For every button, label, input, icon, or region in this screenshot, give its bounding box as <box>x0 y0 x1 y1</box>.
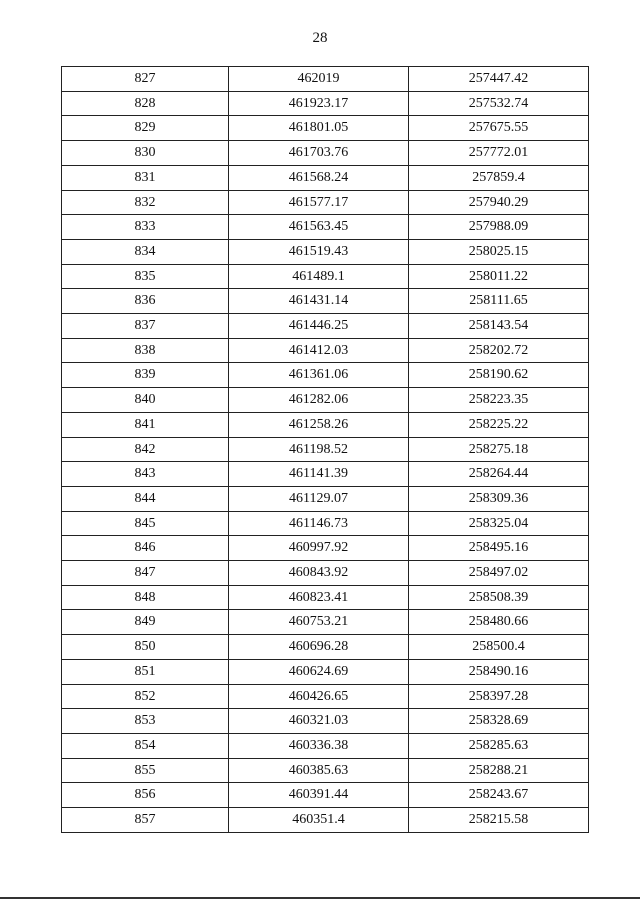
point-number-cell: 852 <box>62 684 229 709</box>
x-coordinate-cell: 461258.26 <box>229 412 409 437</box>
y-coordinate-cell: 258011.22 <box>409 264 589 289</box>
x-coordinate-cell: 460696.28 <box>229 635 409 660</box>
y-coordinate-cell: 258223.35 <box>409 388 589 413</box>
x-coordinate-cell: 461568.24 <box>229 165 409 190</box>
point-number-cell: 831 <box>62 165 229 190</box>
y-coordinate-cell: 257447.42 <box>409 67 589 92</box>
y-coordinate-cell: 257532.74 <box>409 91 589 116</box>
table-row <box>62 314 589 339</box>
point-number-cell: 838 <box>62 338 229 363</box>
point-number-cell: 855 <box>62 758 229 783</box>
point-number-cell: 848 <box>62 585 229 610</box>
table-row <box>62 733 589 758</box>
y-coordinate-cell: 258328.69 <box>409 709 589 734</box>
table-row <box>62 363 589 388</box>
table-row <box>62 585 589 610</box>
y-coordinate-cell: 258288.21 <box>409 758 589 783</box>
point-number-cell: 844 <box>62 486 229 511</box>
table-row <box>62 215 589 240</box>
point-number-cell: 845 <box>62 511 229 536</box>
x-coordinate-cell: 461563.45 <box>229 215 409 240</box>
x-coordinate-cell: 461489.1 <box>229 264 409 289</box>
x-coordinate-cell: 460336.38 <box>229 733 409 758</box>
y-coordinate-cell: 257859.4 <box>409 165 589 190</box>
x-coordinate-cell: 461361.06 <box>229 363 409 388</box>
point-number-cell: 840 <box>62 388 229 413</box>
table-row <box>62 116 589 141</box>
table-row <box>62 486 589 511</box>
point-number-cell: 832 <box>62 190 229 215</box>
coordinate-table <box>61 66 589 833</box>
y-coordinate-cell: 258215.58 <box>409 808 589 833</box>
y-coordinate-cell: 258309.36 <box>409 486 589 511</box>
x-coordinate-cell: 461923.17 <box>229 91 409 116</box>
point-number-cell: 835 <box>62 264 229 289</box>
table-row <box>62 511 589 536</box>
y-coordinate-cell: 258243.67 <box>409 783 589 808</box>
y-coordinate-cell: 258508.39 <box>409 585 589 610</box>
table-row <box>62 758 589 783</box>
table-row <box>62 165 589 190</box>
x-coordinate-cell: 461129.07 <box>229 486 409 511</box>
page-number: 28 <box>312 30 328 46</box>
x-coordinate-cell: 460321.03 <box>229 709 409 734</box>
table-row <box>62 437 589 462</box>
x-coordinate-cell: 461519.43 <box>229 239 409 264</box>
x-coordinate-cell: 461282.06 <box>229 388 409 413</box>
point-number-cell: 836 <box>62 289 229 314</box>
x-coordinate-cell: 460843.92 <box>229 561 409 586</box>
x-coordinate-cell: 460351.4 <box>229 808 409 833</box>
y-coordinate-cell: 258397.28 <box>409 684 589 709</box>
x-coordinate-cell: 461577.17 <box>229 190 409 215</box>
point-number-cell: 857 <box>62 808 229 833</box>
y-coordinate-cell: 257940.29 <box>409 190 589 215</box>
y-coordinate-cell: 258500.4 <box>409 635 589 660</box>
table-row <box>62 709 589 734</box>
table-row <box>62 388 589 413</box>
x-coordinate-cell: 461446.25 <box>229 314 409 339</box>
y-coordinate-cell: 258275.18 <box>409 437 589 462</box>
y-coordinate-cell: 258225.22 <box>409 412 589 437</box>
table-row <box>62 462 589 487</box>
table-row <box>62 141 589 166</box>
x-coordinate-cell: 460753.21 <box>229 610 409 635</box>
point-number-cell: 846 <box>62 536 229 561</box>
x-coordinate-cell: 460426.65 <box>229 684 409 709</box>
point-number-cell: 843 <box>62 462 229 487</box>
x-coordinate-cell: 461412.03 <box>229 338 409 363</box>
point-number-cell: 833 <box>62 215 229 240</box>
table-row <box>62 412 589 437</box>
table-row <box>62 808 589 833</box>
y-coordinate-cell: 258490.16 <box>409 659 589 684</box>
table-row <box>62 338 589 363</box>
point-number-cell: 847 <box>62 561 229 586</box>
table-row <box>62 684 589 709</box>
x-coordinate-cell: 461146.73 <box>229 511 409 536</box>
x-coordinate-cell: 461141.39 <box>229 462 409 487</box>
point-number-cell: 829 <box>62 116 229 141</box>
y-coordinate-cell: 258143.54 <box>409 314 589 339</box>
table-row <box>62 91 589 116</box>
x-coordinate-cell: 460997.92 <box>229 536 409 561</box>
y-coordinate-cell: 258264.44 <box>409 462 589 487</box>
y-coordinate-cell: 258202.72 <box>409 338 589 363</box>
y-coordinate-cell: 258025.15 <box>409 239 589 264</box>
x-coordinate-cell: 460823.41 <box>229 585 409 610</box>
point-number-cell: 841 <box>62 412 229 437</box>
x-coordinate-cell: 462019 <box>229 67 409 92</box>
point-number-cell: 827 <box>62 67 229 92</box>
table-row <box>62 264 589 289</box>
bottom-rule <box>0 897 640 899</box>
point-number-cell: 854 <box>62 733 229 758</box>
x-coordinate-cell: 460391.44 <box>229 783 409 808</box>
y-coordinate-cell: 258190.62 <box>409 363 589 388</box>
x-coordinate-cell: 460385.63 <box>229 758 409 783</box>
point-number-cell: 856 <box>62 783 229 808</box>
point-number-cell: 851 <box>62 659 229 684</box>
x-coordinate-cell: 460624.69 <box>229 659 409 684</box>
point-number-cell: 828 <box>62 91 229 116</box>
point-number-cell: 839 <box>62 363 229 388</box>
y-coordinate-cell: 258495.16 <box>409 536 589 561</box>
point-number-cell: 850 <box>62 635 229 660</box>
table-row <box>62 610 589 635</box>
y-coordinate-cell: 257772.01 <box>409 141 589 166</box>
y-coordinate-cell: 258480.66 <box>409 610 589 635</box>
x-coordinate-cell: 461801.05 <box>229 116 409 141</box>
table-row <box>62 536 589 561</box>
x-coordinate-cell: 461198.52 <box>229 437 409 462</box>
table-row <box>62 783 589 808</box>
point-number-cell: 842 <box>62 437 229 462</box>
table-row <box>62 659 589 684</box>
point-number-cell: 834 <box>62 239 229 264</box>
point-number-cell: 849 <box>62 610 229 635</box>
x-coordinate-cell: 461431.14 <box>229 289 409 314</box>
y-coordinate-cell: 257988.09 <box>409 215 589 240</box>
x-coordinate-cell: 461703.76 <box>229 141 409 166</box>
table-row <box>62 635 589 660</box>
point-number-cell: 830 <box>62 141 229 166</box>
coordinate-table-body <box>62 67 589 833</box>
y-coordinate-cell: 257675.55 <box>409 116 589 141</box>
y-coordinate-cell: 258497.02 <box>409 561 589 586</box>
table-row <box>62 289 589 314</box>
table-row <box>62 561 589 586</box>
table-row <box>62 190 589 215</box>
point-number-cell: 837 <box>62 314 229 339</box>
y-coordinate-cell: 258285.63 <box>409 733 589 758</box>
y-coordinate-cell: 258111.65 <box>409 289 589 314</box>
point-number-cell: 853 <box>62 709 229 734</box>
table-row <box>62 239 589 264</box>
y-coordinate-cell: 258325.04 <box>409 511 589 536</box>
table-row <box>62 67 589 92</box>
